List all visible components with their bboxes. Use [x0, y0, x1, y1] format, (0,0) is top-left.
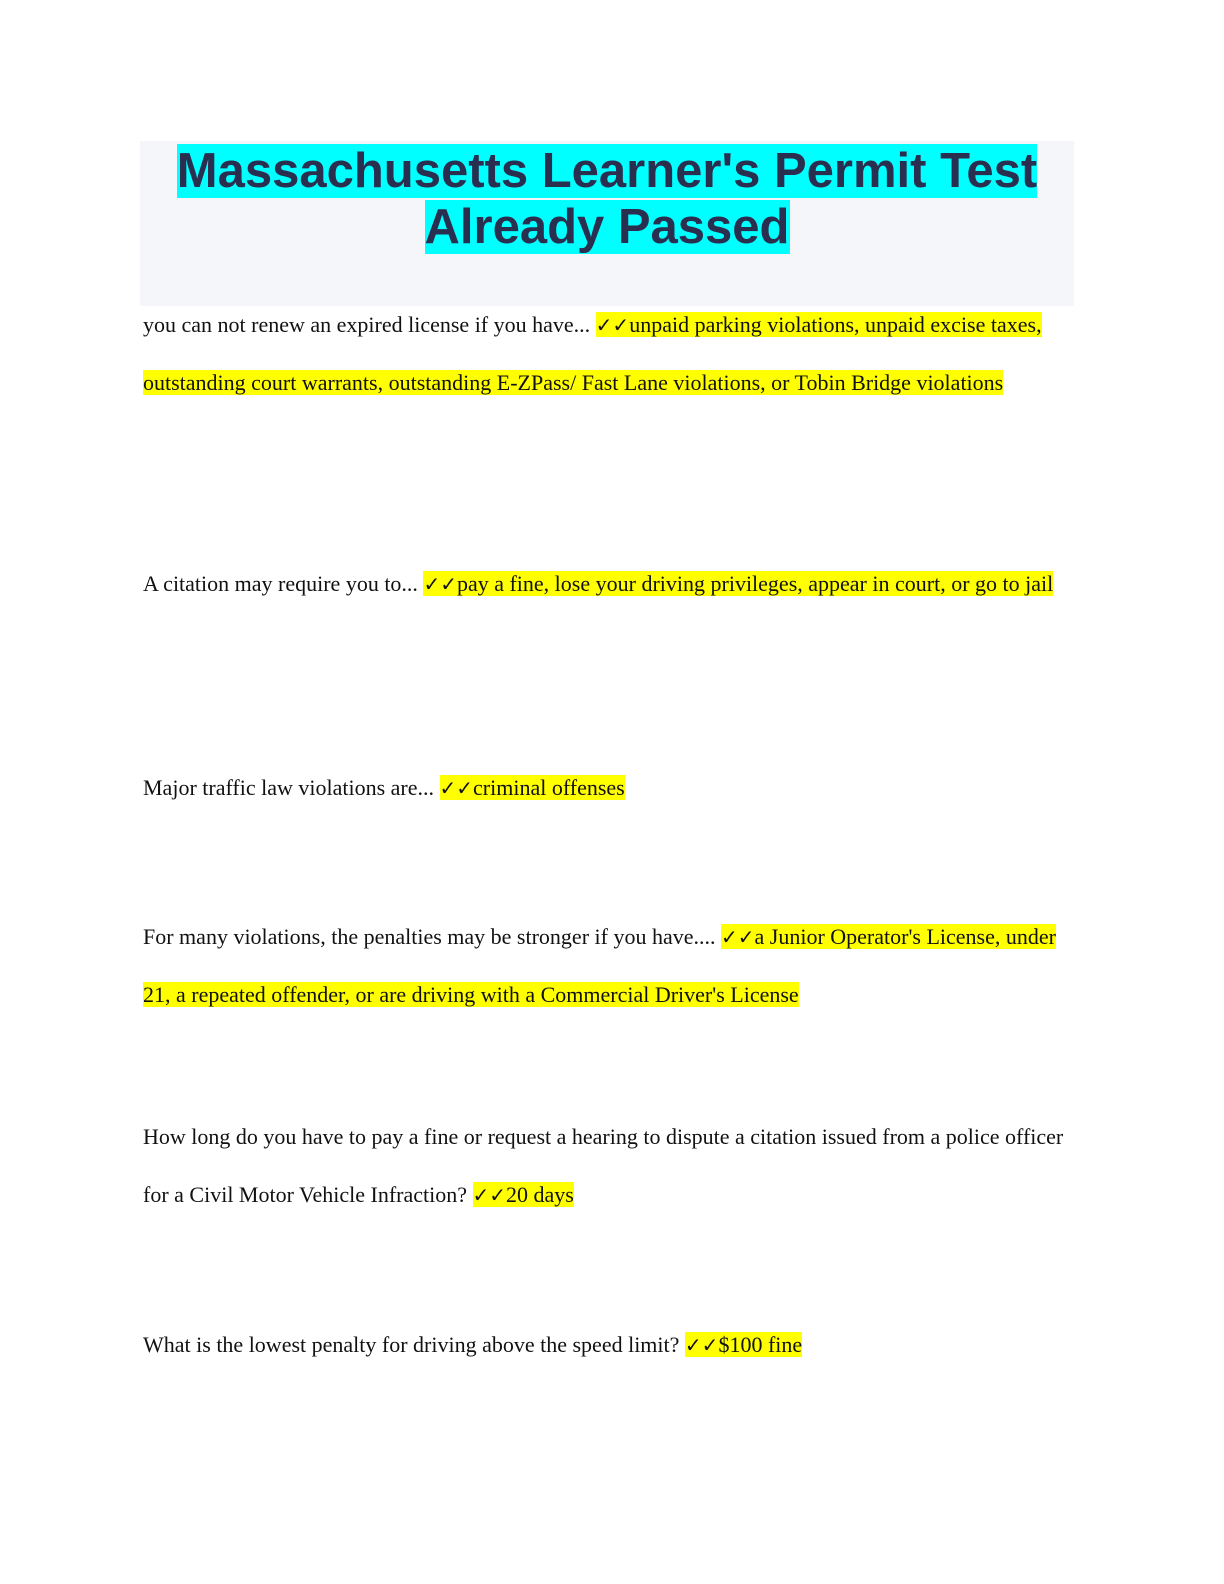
question-text: Major traffic law violations are...	[143, 775, 434, 800]
question-text: A citation may require you to...	[143, 571, 418, 596]
document-title	[140, 141, 1074, 255]
double-check-icon: ✓✓	[423, 572, 457, 596]
answer-text: pay a fine, lose your driving privileges, appear in court, or go to jail	[456, 571, 1054, 596]
question-text: What is the lowest penalty for driving above the speed limit?	[143, 1332, 680, 1357]
qa-item-1	[143, 296, 1073, 412]
title-line-2: Already Passed	[424, 200, 790, 254]
double-check-icon: ✓✓	[684, 1333, 719, 1357]
qa-item-5	[143, 1108, 1073, 1224]
title-banner	[140, 141, 1074, 306]
question-text: How long do you have to pay a fine or request a hearing to dispute a citation issued from a police officer for a Civil Motor Vehicle Infraction?	[143, 1124, 1064, 1207]
double-check-icon: ✓✓	[472, 1183, 507, 1207]
answer-text: a Junior Operator's License, under 21, a repeated offender, or are driving with a Commercial Driver's License	[143, 924, 1056, 1007]
qa-item-2	[143, 555, 1073, 613]
qa-item-4	[143, 908, 1073, 1024]
question-text: you can not renew an expired license if you have...	[143, 312, 591, 337]
answer-highlight	[685, 1332, 802, 1357]
double-check-icon: ✓✓	[595, 313, 630, 337]
qa-item-6	[143, 1316, 1073, 1374]
answer-highlight	[423, 571, 1053, 596]
qa-item-3	[143, 759, 1073, 817]
answer-highlight	[473, 1182, 574, 1207]
answer-text: $100 fine	[718, 1332, 803, 1357]
double-check-icon: ✓✓	[720, 925, 755, 949]
title-line-1: Massachusetts Learner's Permit Test	[176, 144, 1038, 198]
answer-text: unpaid parking violations, unpaid excise taxes, outstanding court warrants, outstanding E-ZPass/ Fast Lane violations, or Tobin Bridge violations	[143, 312, 1042, 395]
double-check-icon: ✓✓	[439, 776, 474, 800]
question-text: For many violations, the penalties may be stronger if you have....	[143, 924, 716, 949]
answer-text: 20 days	[506, 1182, 574, 1207]
answer-highlight	[440, 775, 625, 800]
answer-text: criminal offenses	[473, 775, 625, 800]
